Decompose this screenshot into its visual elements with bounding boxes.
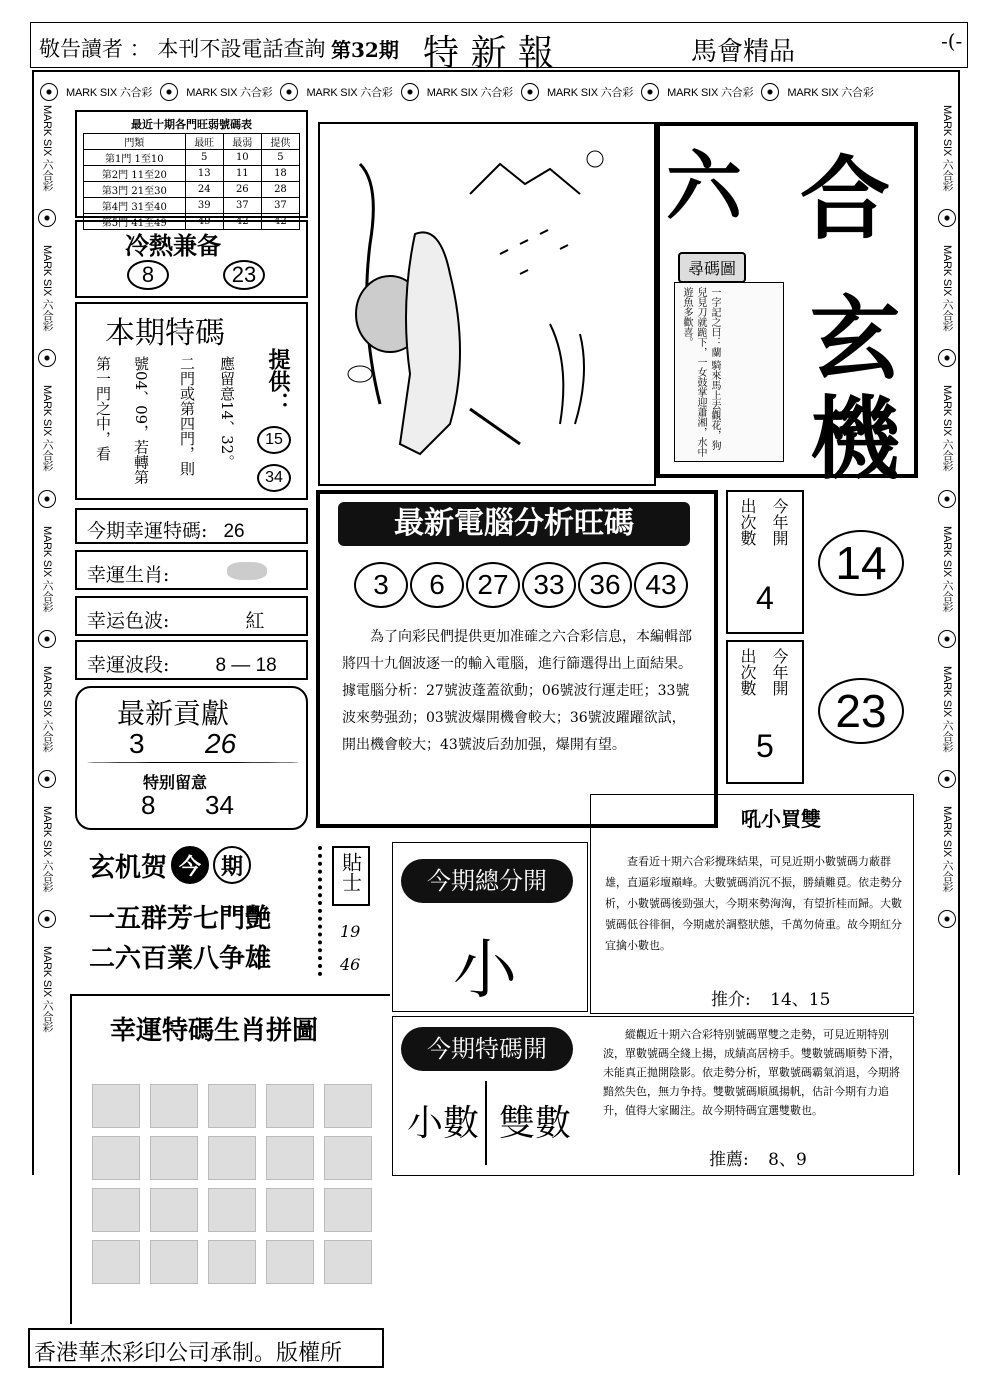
brand-text: MARK SIX 六合彩 <box>941 665 953 753</box>
puzzle-piece <box>92 1136 140 1180</box>
table-cell: 37 <box>261 198 299 214</box>
flower-icon <box>938 910 956 928</box>
contribution-title: 最新貢獻 <box>117 697 230 730</box>
special-code-panel <box>75 302 308 500</box>
total-open-panel <box>392 842 588 1012</box>
lucky-zodiac-label: 幸運生肖: <box>87 564 170 586</box>
special-open-value: 雙數 <box>499 1103 572 1144</box>
recommend-value: 8、9 <box>768 1150 807 1170</box>
computer-paragraph: 為了向彩民們提供更加准確之六合彩信息，本編輯部將四十九個波逐一的輸入電腦，進行篩選得出上面結果。據電腦分析：27號波蓬蓋欲動；06號波行運走旺；33號波來勢强劲；03號波爆開機會較大；36號波躍躍欲試，開出機會較大；43號波后劲加强，爆開有望。 <box>342 629 692 753</box>
puzzle-piece <box>324 1136 372 1180</box>
puzzle-piece <box>150 1136 198 1180</box>
table-cell: 37 <box>223 198 261 214</box>
puzzle-piece <box>150 1188 198 1232</box>
brand-text: MARK SIX 六合彩 <box>941 385 953 472</box>
lucky-segment-row <box>75 640 308 680</box>
puzzle-piece <box>324 1188 372 1232</box>
table-cell: 13 <box>185 166 223 182</box>
brand-text: MARK SIX 六合彩 <box>41 105 53 192</box>
mystery-scroll-text: 一字記之曰：蘭 騎來馬上去觀花，狗兒見刀就跪下，一女鼓掌迎蕭湘，水中遊魚多歡喜。 <box>681 287 720 457</box>
puzzle-piece <box>150 1084 198 1128</box>
computer-title: 最新電腦分析旺碼 <box>338 502 690 546</box>
flower-icon <box>938 349 956 367</box>
header-bar <box>30 22 968 74</box>
cold-hot-panel <box>75 220 308 298</box>
brand-text: MARK SIX 六合彩 <box>41 385 53 472</box>
lucky-special-value: 26 <box>223 521 245 542</box>
flower-icon <box>521 83 539 101</box>
table-cell: 11 <box>223 166 261 182</box>
puzzle-piece <box>208 1188 256 1232</box>
special-code-title: 本期特碼 <box>105 316 225 351</box>
mystery-scroll <box>674 282 784 462</box>
provide-number: 15 <box>257 426 291 454</box>
puzzle-piece <box>266 1084 314 1128</box>
poem-divider <box>318 846 322 976</box>
special-code-line: 應留意14、32。 <box>218 356 236 470</box>
frequency-card <box>726 640 804 784</box>
brand-text: MARK SIX 六合彩 <box>941 806 953 893</box>
flower-icon <box>280 83 298 101</box>
tips-number: 19 <box>340 922 361 941</box>
table-cell: 26 <box>223 182 261 198</box>
lucky-color-label: 幸运色波: <box>87 610 170 632</box>
table-cell: 10 <box>223 150 261 166</box>
table-cell: 24 <box>185 182 223 198</box>
table-cell: 第2門 11至20 <box>84 166 186 182</box>
table-cell: 第1門 1至10 <box>84 150 186 166</box>
table-row <box>84 198 300 214</box>
flower-icon <box>641 83 659 101</box>
table-cell: 49 <box>185 214 223 230</box>
frequency-number: 14 <box>818 530 904 596</box>
frequency-label: 今年開 <box>770 648 789 696</box>
small-double-recommend <box>711 985 830 1010</box>
total-open-label: 今期總分開 <box>401 859 573 903</box>
puzzle-piece <box>92 1240 140 1284</box>
table-cell: 39 <box>185 198 223 214</box>
zodiac-puzzle-panel <box>70 994 390 1324</box>
flower-icon <box>38 770 56 788</box>
special-open-paragraph: 縱觀近十期六合彩特别號碼單雙之走勢，可見近期特别波，單數號碼全綫上揚，成績高居榜手。雙數號碼順勢下滑，未能真正拋開陰影。依走勢分析，單數號碼霸氣消退，今期將黯然失色，無力争持。雙數號碼順風揚帆，估計今期有力追升，值得大家關注。故今期特碼宜選雙數也。 <box>603 1028 900 1117</box>
flower-icon <box>38 209 56 227</box>
poem-line: 二六百業八争雄 <box>89 944 272 974</box>
brand-text: MARK SIX 六合彩 <box>41 525 53 612</box>
brand-text: MARK SIX 六合彩 <box>667 87 754 99</box>
mystery-title-char: 六 <box>666 142 742 231</box>
flower-icon <box>38 630 56 648</box>
brand-text: MARK SIX 六合彩 <box>941 245 953 332</box>
lucky-special-label: 今期幸運特碼: <box>87 520 208 542</box>
small-double-panel <box>590 794 914 1014</box>
table-cell: 42 <box>261 214 299 230</box>
special-open-recommend <box>709 1145 807 1170</box>
contribution-number: 26 <box>205 728 237 759</box>
brand-text: MARK SIX 六合彩 <box>41 806 53 893</box>
special-open-panel <box>392 1016 914 1176</box>
brand-text: MARK SIX 六合彩 <box>941 105 953 192</box>
contribution-divider <box>87 762 299 763</box>
brand-text: MARK SIX 六合彩 <box>787 87 874 99</box>
contribution-number: 3 <box>129 728 145 759</box>
hot-cold-table-panel <box>75 110 308 229</box>
flower-icon <box>38 490 56 508</box>
provide-label: 提供： <box>265 348 291 414</box>
brand-text: MARK SIX 六合彩 <box>426 87 513 99</box>
frequency-count: 4 <box>756 580 774 616</box>
puzzle-piece <box>208 1240 256 1284</box>
flower-icon <box>160 83 178 101</box>
computer-number: 43 <box>634 562 688 608</box>
frequency-label: 出次數 <box>738 498 757 546</box>
mystery-title-char: 合 <box>800 146 890 252</box>
contribution-note-number: 8 <box>141 790 156 820</box>
poem-line: 一五群芳七門艷 <box>89 904 272 934</box>
flower-icon <box>38 910 56 928</box>
puzzle-piece <box>208 1084 256 1128</box>
special-code-line: 二門或第四門，則 <box>178 356 196 476</box>
table-cell: 第5門 41至49 <box>84 214 186 230</box>
flower-icon <box>938 770 956 788</box>
frequency-label: 出次數 <box>738 648 757 696</box>
header-notice: 敬告讀者 ： 本刊不設電話查詢 <box>39 37 326 61</box>
table-cell: 18 <box>261 166 299 182</box>
table-row <box>84 166 300 182</box>
brand-text: MARK SIX 六合彩 <box>306 87 393 99</box>
lucky-segment-value: 8 — 18 <box>215 655 277 676</box>
lucky-color-row <box>75 596 308 636</box>
puzzle-piece <box>324 1240 372 1284</box>
table-cell: 28 <box>261 182 299 198</box>
special-code-line: 第一門之中，看 <box>94 356 112 461</box>
recommend-value: 14、15 <box>770 990 831 1010</box>
computer-number: 33 <box>522 562 576 608</box>
special-open-label: 今期特碼開 <box>401 1027 573 1071</box>
poem-title-prefix: 玄机贺 <box>89 852 168 883</box>
table-header: 最弱 <box>223 134 261 150</box>
zodiac-puzzle-grid <box>92 1084 370 1284</box>
cold-hot-title: 冷熱兼备 <box>125 231 221 260</box>
flower-icon <box>40 83 58 101</box>
brand-text: MARK SIX 六合彩 <box>41 946 53 1033</box>
brand-text: MARK SIX 六合彩 <box>186 87 273 99</box>
table-header: 門類 <box>84 134 186 150</box>
contribution-panel <box>75 686 308 830</box>
flower-icon <box>938 630 956 648</box>
special-open-divider <box>485 1081 487 1165</box>
tagline: 馬會精品 <box>691 37 796 67</box>
recommend-label: 推薦: <box>709 1150 749 1170</box>
brand-text: MARK SIX 六合彩 <box>941 525 953 612</box>
table-header: 最旺 <box>185 134 223 150</box>
hot-cold-table <box>83 133 300 230</box>
cold-hot-number: 23 <box>223 260 265 290</box>
table-cell: 42 <box>223 214 261 230</box>
puzzle-piece <box>92 1188 140 1232</box>
frequency-card <box>726 490 804 634</box>
brand-text: MARK SIX 六合彩 <box>546 87 634 99</box>
puzzle-piece <box>150 1240 198 1284</box>
mystery-subtitle: 尋碼圖 <box>678 252 746 283</box>
poem-panel <box>75 846 320 978</box>
zodiac-puzzle-title: 幸運特碼生肖拼圖 <box>110 1016 319 1046</box>
riddle-illustration <box>320 124 654 484</box>
table-cell: 5 <box>185 150 223 166</box>
frequency-number: 23 <box>818 678 904 744</box>
brand-band-right <box>936 105 958 1170</box>
lucky-special-row <box>75 508 308 544</box>
table-cell: 第3門 21至30 <box>84 182 186 198</box>
small-double-paragraph: 查看近十期六合彩攪珠結果，可見近期小數號碼力蔽群雄，直逼彩壇巔峰。大數號碼消沉不振，勝績難覓。依走勢分析，小數號碼後勁强大，今期來勢洶洶，有望折桂而歸。大數號碼低谷徘徊，今期處於調整狀態，千萬勿倚重。故今期紅分宜擒小數也。 <box>605 855 902 952</box>
hot-cold-table-title: 最近十期各門旺弱號碼表 <box>131 118 252 131</box>
flower-icon <box>38 349 56 367</box>
flower-icon <box>938 490 956 508</box>
special-code-line: 號04、09，若轉第 <box>132 356 150 485</box>
brand-text: MARK SIX 六合彩 <box>41 245 53 332</box>
mystery-panel <box>656 122 918 492</box>
paper-name: 特 新 報 <box>423 33 554 74</box>
puzzle-piece <box>208 1136 256 1180</box>
puzzle-piece <box>266 1136 314 1180</box>
brand-text: MARK SIX 六合彩 <box>41 665 53 753</box>
flower-icon <box>401 83 419 101</box>
rabbit-icon <box>227 562 267 580</box>
table-row <box>84 182 300 198</box>
brand-text: MARK SIX 六合彩 <box>66 87 153 99</box>
lucky-zodiac-row <box>75 550 308 590</box>
puzzle-piece <box>266 1240 314 1284</box>
computer-number: 3 <box>354 562 408 608</box>
contribution-note-number: 34 <box>205 790 234 820</box>
table-header: 提供 <box>261 134 299 150</box>
computer-analysis-panel <box>316 490 718 828</box>
tips-tag-label: 貼士 <box>338 852 363 892</box>
mystery-title-char: 機 <box>810 386 900 492</box>
provide-number: 34 <box>257 464 291 492</box>
brand-band-top <box>40 80 940 104</box>
puzzle-piece <box>92 1084 140 1128</box>
poem-title <box>89 846 251 884</box>
footer-text: 香港華杰彩印公司承制。版權所 <box>34 1341 343 1366</box>
puzzle-piece <box>266 1188 314 1232</box>
special-open-value: 小數 <box>407 1103 480 1144</box>
flower-icon <box>761 83 779 101</box>
frequency-label: 今年開 <box>770 498 789 546</box>
poem-circled-char: 今 <box>171 846 209 884</box>
issue-number: 第32期 <box>331 38 399 62</box>
computer-number: 27 <box>466 562 520 608</box>
table-row <box>84 150 300 166</box>
mystery-title-char: 玄 <box>810 286 900 392</box>
tips-number: 46 <box>340 955 361 974</box>
total-open-value: 小 <box>453 934 517 1008</box>
poem-circled-char: 期 <box>213 846 251 884</box>
table-cell: 第4門 31至40 <box>84 198 186 214</box>
recommend-label: 推介: <box>711 990 751 1010</box>
lucky-segment-label: 幸運波段: <box>87 654 170 676</box>
lucky-color-value: 紅 <box>245 610 265 632</box>
small-double-title: 吼小買雙 <box>741 807 821 831</box>
puzzle-piece <box>324 1084 372 1128</box>
corner-mark: -(- <box>941 29 963 53</box>
tips-tag <box>332 846 370 906</box>
contribution-note-title: 特别留意 <box>143 773 208 792</box>
computer-number-row <box>354 562 688 608</box>
table-cell: 5 <box>261 150 299 166</box>
cold-hot-number: 8 <box>127 260 169 290</box>
brand-band-left <box>36 105 58 1285</box>
computer-number: 6 <box>410 562 464 608</box>
illustration-panel <box>318 122 656 486</box>
frequency-count: 5 <box>756 728 774 764</box>
computer-number: 36 <box>578 562 632 608</box>
footer-bar <box>28 1328 384 1368</box>
flower-icon <box>938 209 956 227</box>
